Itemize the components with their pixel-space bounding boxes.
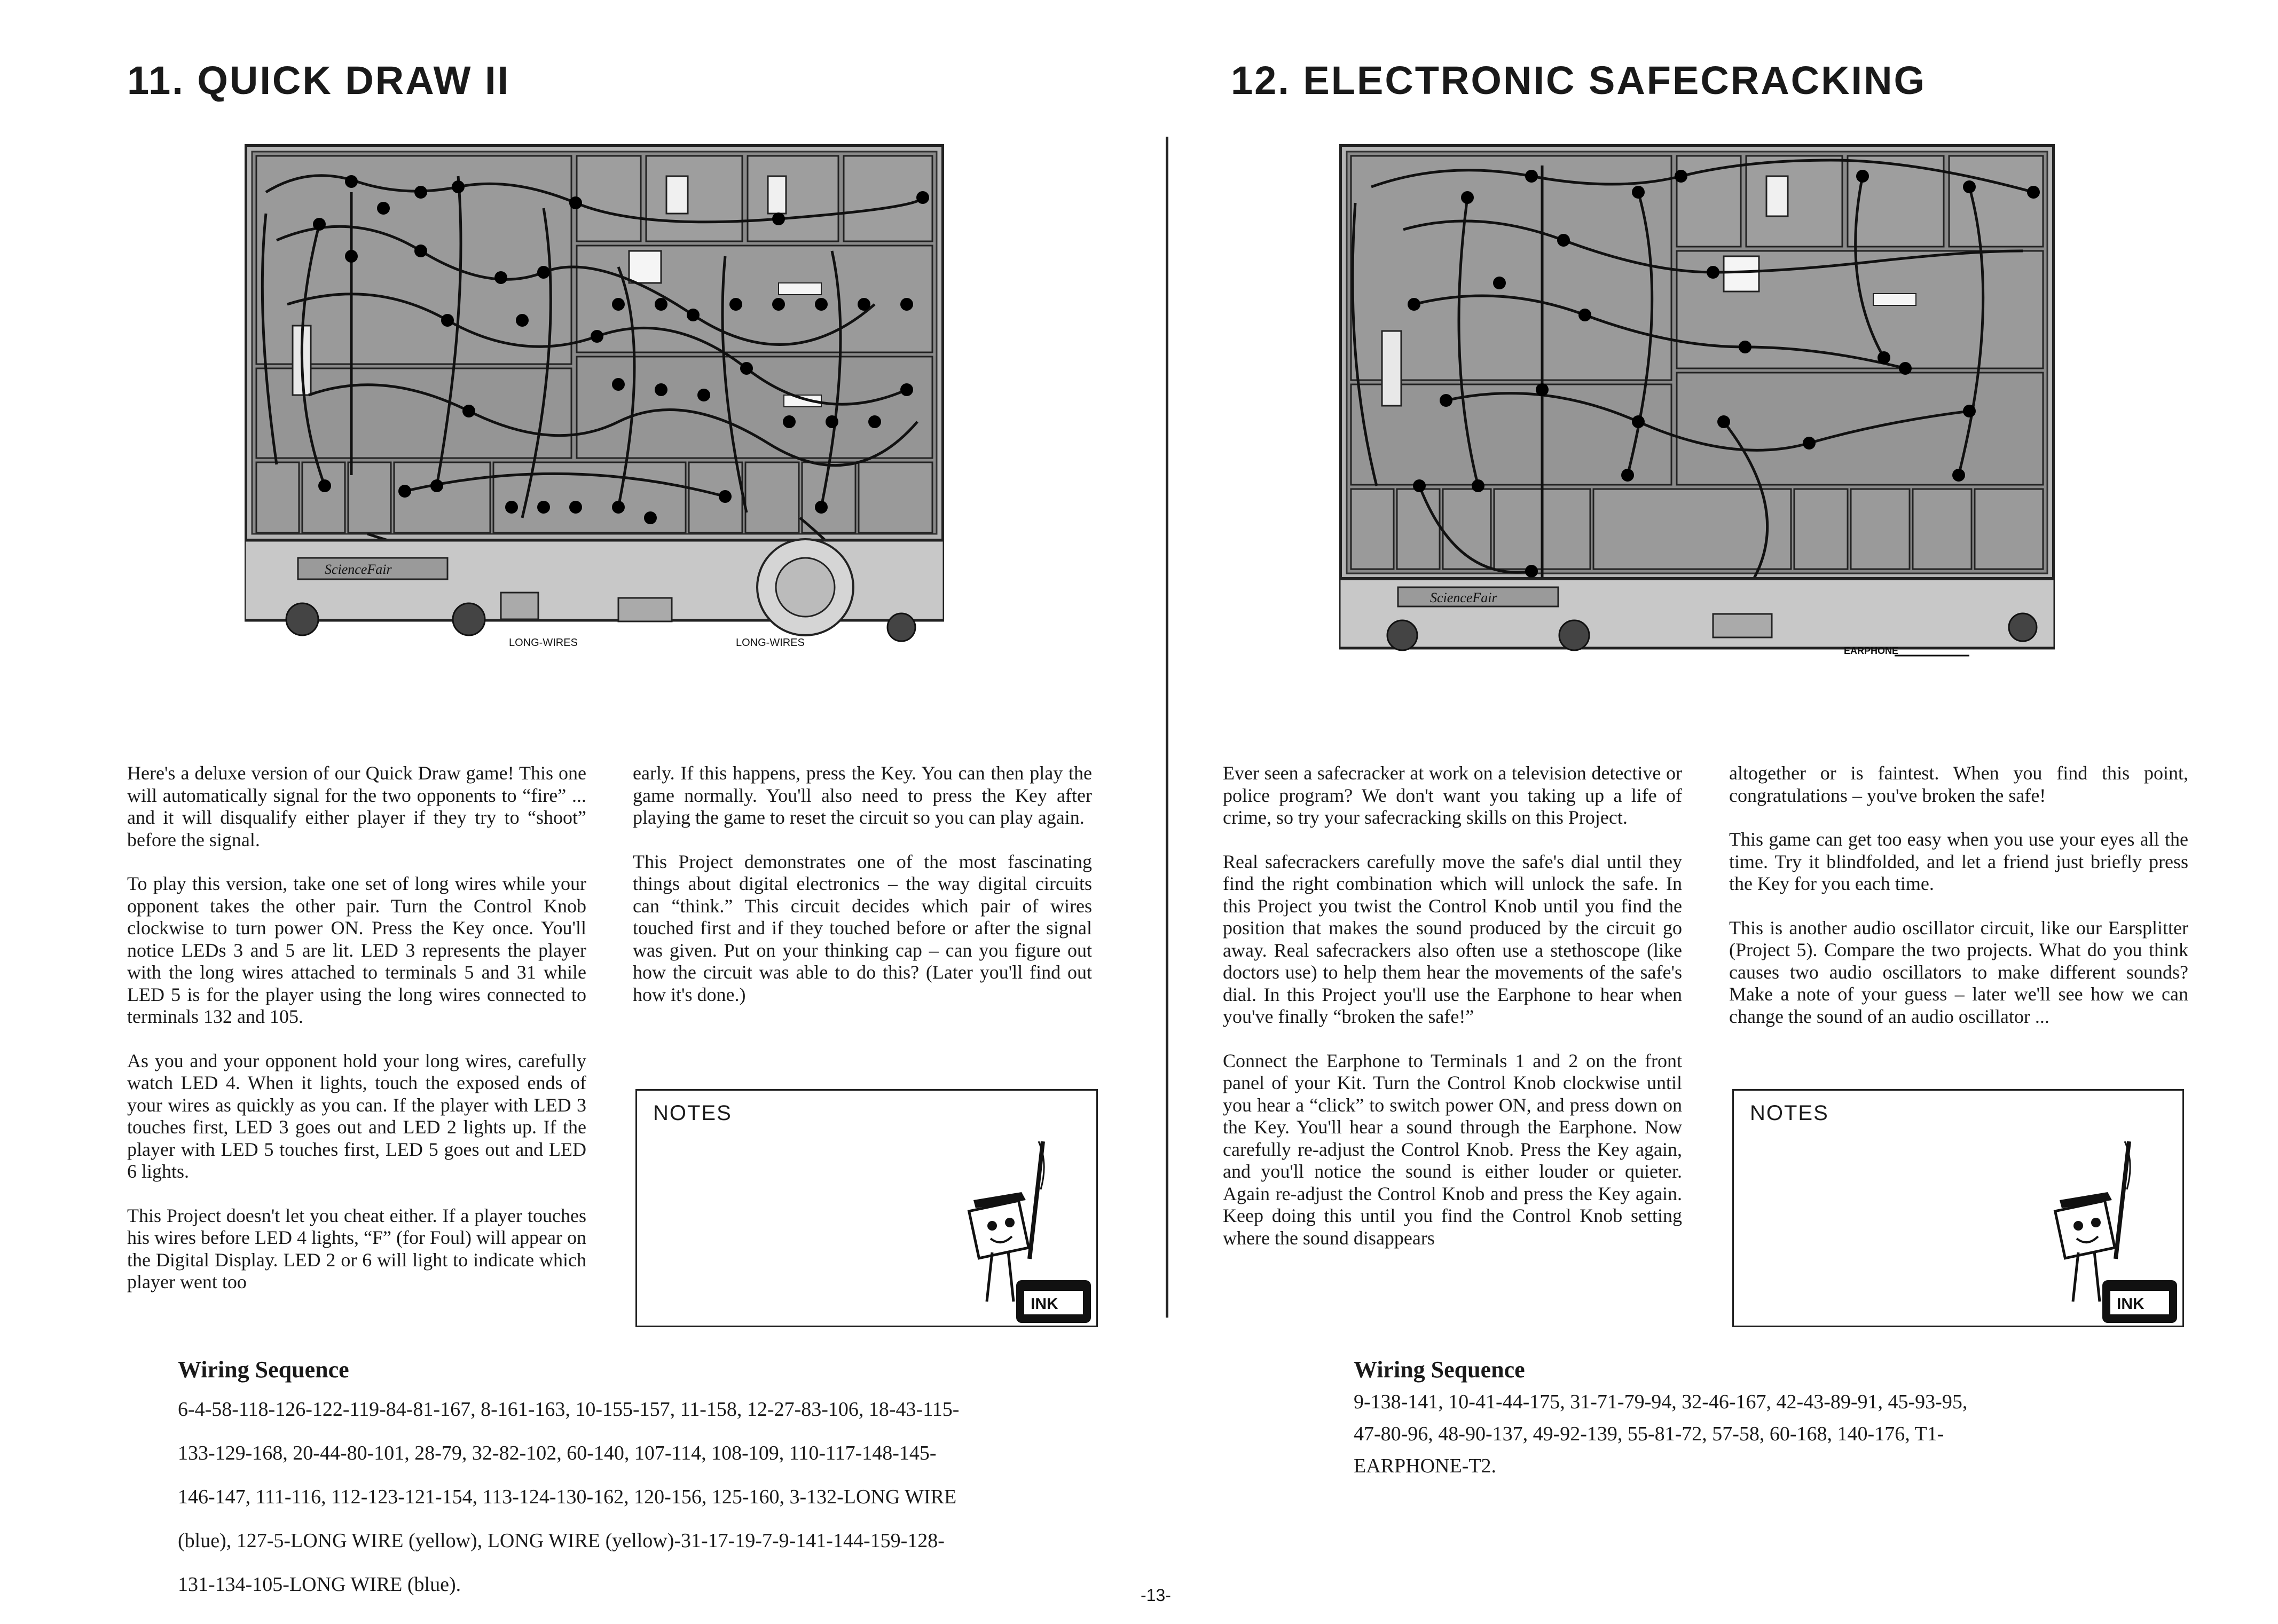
wiring-line: 6-4-58-118-126-122-119-84-81-167, 8-161-163, 10-155-157, 11-158, 12-27-83-106, 18-43-115- — [178, 1398, 960, 1421]
paragraph: As you and your opponent hold your long wires, carefully watch LED 4. When it lights, touch the exposed ends of your wires as quickly as you can. If the player with LED 3 touches first, LED 3 goes out and LED 2 lights up. If the player with LED 5 touches first, LED 5 goes out and LED 6 lights. — [127, 1050, 586, 1182]
paragraph: Ever seen a safecracker at work on a television detective or police program? We don't want you taking up a life of crime, so try your safecracking skills on this Project. — [1223, 762, 1682, 828]
earphone-label: EARPHONE — [1844, 645, 1899, 656]
paragraph: Here's a deluxe version of our Quick Draw game! This one will automatically signal for the two opponents to “fire” ... and it will disqualify either player if they try to “shoot” before the signal. — [127, 762, 586, 850]
page-number: -13- — [1141, 1586, 1171, 1605]
wiring-line: 133-129-168, 20-44-80-101, 28-79, 32-82-102, 60-140, 107-114, 108-109, 110-117-148-145- — [178, 1442, 937, 1464]
wiring-line: (blue), 127-5-LONG WIRE (yellow), LONG WIRE (yellow)-31-17-19-7-9-141-144-159-128- — [178, 1530, 945, 1552]
project-11-title: 11. QUICK DRAW II — [127, 58, 510, 103]
board-brand-label: ScienceFair — [325, 562, 392, 577]
safecracking-wiring-board-illustration — [1339, 144, 2055, 657]
paragraph: This Project demonstrates one of the most fascinating things about digital electronics – the way digital circuits can “think.” This circuit decides which pair of wires touched first and if they touched before or after the signal was given. Put on your thinking cap – can you figure out how the circuit was able to do this? (Later you'll find out how it's done.) — [633, 850, 1092, 1005]
project-11-text-column-1 — [127, 762, 586, 1315]
paragraph: This Project doesn't let you cheat either. If a player touches his wires before LED 4 lights, “F” (for Foul) will appear on the Digital Display. LED 2 or 6 will light to indicate which player went too — [127, 1204, 586, 1292]
notes-label: NOTES — [1750, 1101, 1829, 1125]
page-divider — [1166, 137, 1168, 1318]
project-12-text-column-1 — [1223, 762, 1682, 1271]
project-12-wiring-heading: Wiring Sequence — [1354, 1357, 1525, 1383]
paragraph: To play this version, take one set of long wires while your opponent takes the other pair. Turn the Control Knob clockwise to turn power ON. Press the Key once. You'll notice LEDs 3 and 5 are lit. LED 3 represents the player with the long wires attached to terminals 5 and 31 while LED 5 is for the player using the long wires connected to terminals 132 and 105. — [127, 873, 586, 1027]
paragraph: Connect the Earphone to Terminals 1 and 2 on the front panel of your Kit. Turn the Control Knob clockwise until you hear a “click” to switch power ON, and press down on the Key. You'll hear a sound through the Earphone. Now carefully re-adjust the Control Knob. Press the Key again, and you'll notice the sound is either louder or quieter. Again re-adjust the Control Knob and press the Key again. Keep doing this until you find the Control Knob setting where the sound disappears — [1223, 1050, 1682, 1249]
paragraph: This game can get too easy when you use your eyes all the time. Try it blindfolded, and let a friend just briefly press the Key for you each time. — [1729, 829, 2188, 894]
ink-bottle-mascot-icon — [963, 1131, 1096, 1326]
paragraph: altogether or is faintest. When you find this point, congratulations – you've broken the safe! — [1729, 762, 2188, 806]
wiring-line: 146-147, 111-116, 112-123-121-154, 113-124-130-162, 120-156, 125-160, 3-132-LONG WIRE — [178, 1486, 957, 1508]
notes-label: NOTES — [653, 1101, 732, 1125]
long-wires-label-2: LONG-WIRES — [736, 637, 805, 649]
paragraph: This is another audio oscillator circuit, like our Earsplitter (Project 5). Compare the two projects. What do you think causes two audio oscillators to make different sounds? Make a note of your guess – later we'll see how we can change the sound of an audio oscillator ... — [1729, 917, 2188, 1027]
ink-bottle-mascot-icon — [2049, 1131, 2182, 1326]
paragraph: early. If this happens, press the Key. You can then play the game normally. You'll also need to press the Key after playing the game to reset the circuit so you can play again. — [633, 762, 1092, 828]
project-12-text-column-2 — [1729, 762, 2188, 1050]
long-wires-label-1: LONG-WIRES — [509, 637, 578, 649]
project-11-notes-box — [635, 1089, 1098, 1327]
wiring-line: 47-80-96, 48-90-137, 49-92-139, 55-81-72, 57-58, 60-168, 140-176, T1- — [1354, 1423, 1944, 1445]
project-11-text-column-2 — [633, 762, 1092, 1028]
project-11-wiring-heading: Wiring Sequence — [178, 1357, 349, 1383]
wiring-line: 9-138-141, 10-41-44-175, 31-71-79-94, 32-46-167, 42-43-89-91, 45-93-95, — [1354, 1391, 1968, 1413]
ink-label: INK — [1031, 1295, 1058, 1313]
quick-draw-wiring-board-illustration — [245, 144, 944, 657]
paragraph: Real safecrackers carefully move the safe's dial until they find the right combination which will unlock the safe. In this Project you twist the Control Knob until you find the position that makes the sound produced by the circuit go away. Real safecrackers also often use a stethoscope (like doctors use) to help them hear the movements of the safe's dial. In this Project you'll use the Earphone to hear when you've finally “broken the safe!” — [1223, 850, 1682, 1027]
ink-label: INK — [2117, 1295, 2145, 1313]
project-12-title: 12. ELECTRONIC SAFECRACKING — [1231, 58, 1927, 103]
project-12-notes-box — [1732, 1089, 2184, 1327]
wiring-line: EARPHONE-T2. — [1354, 1455, 1497, 1477]
wiring-line: 131-134-105-LONG WIRE (blue). — [178, 1573, 461, 1596]
board-brand-label: ScienceFair — [1430, 590, 1497, 605]
